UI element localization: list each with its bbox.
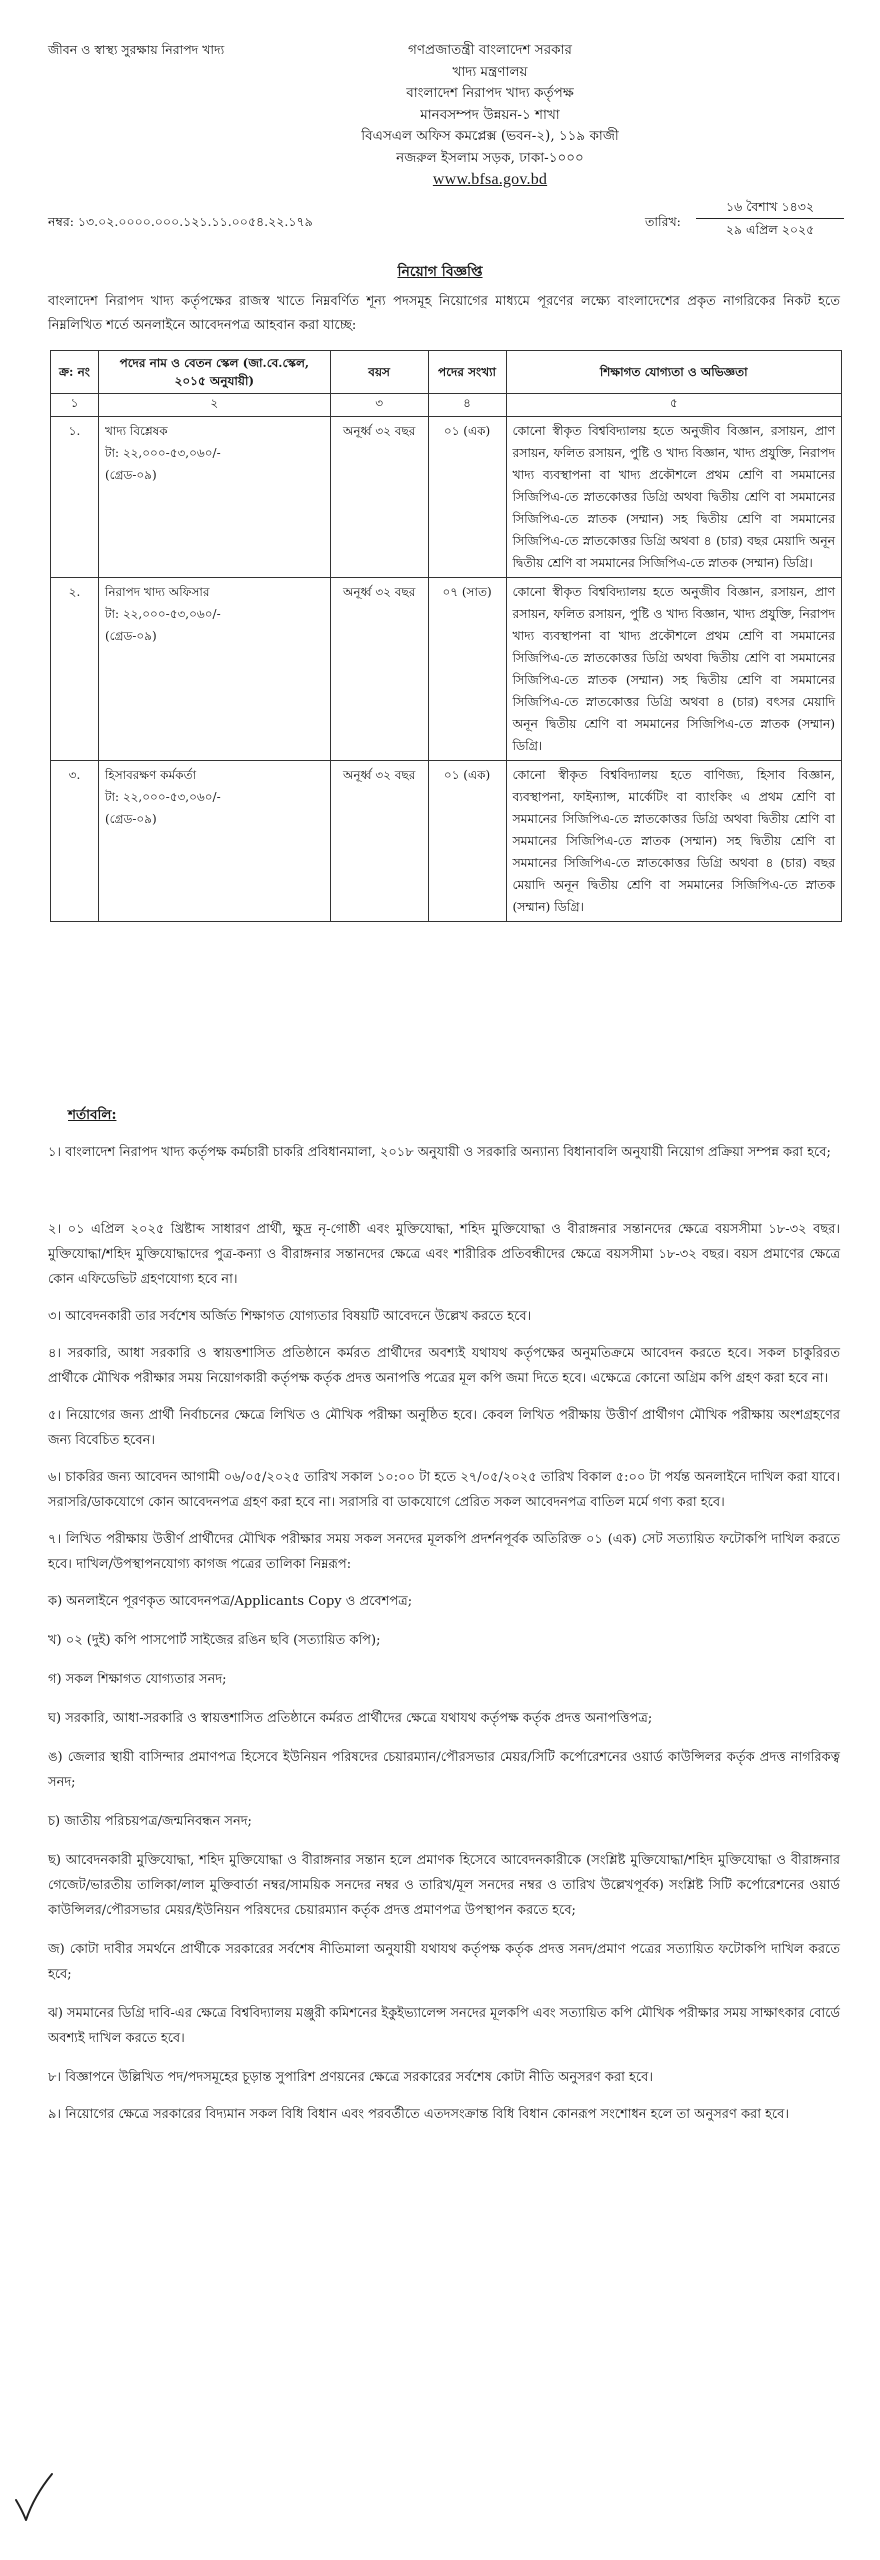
row-post — [98, 578, 330, 761]
row-post — [98, 417, 330, 578]
row-age: অনূর্ধ্ব ৩২ বছর — [330, 578, 428, 761]
row-count: ০৭ (সাত) — [428, 578, 506, 761]
pay-scale: টা: ২২,০০০-৫৩,০৬০/- — [104, 446, 221, 460]
checkmark-icon — [12, 2470, 54, 2524]
header-line: খাদ্য মন্ত্রণালয় — [452, 63, 528, 80]
column-number: ৪ — [428, 394, 506, 417]
condition-item: ৩। আবেদনকারী তার সর্বশেষ অর্জিত শিক্ষাগত যোগ্যতার বিষয়টি আবেদনে উল্লেখ করতে হবে। — [48, 1309, 532, 1324]
column-number: ১ — [51, 394, 99, 417]
row-qualification: কোনো স্বীকৃত বিশ্ববিদ্যালয় হতে অনুজীব বিজ্ঞান, রসায়ন, প্রাণ রসায়ন, ফলিত রসায়ন, পুষ্টি ও খাদ্য বিজ্ঞান, খাদ্য প্রযুক্তি, নিরাপদ খাদ্য ব্যবস্থাপনা বা খাদ্য প্রকৌশলে প্রথম শ্রেণি বা সমমানের সিজিপিএ-তে স্নাতকোত্তর ডিগ্রি অথবা দ্বিতীয় শ্রেণি বা সমমানের সিজিপিএ-তে স্নাতক (সম্মান) সহ দ্বিতীয় শ্রেণি বা সমমানের সিজিপিএ-তে স্নাতকোত্তর ডিগ্রি অথবা ৪ (চার) বছর মেয়াদি অনূন দ্বিতীয় শ্রেণি বা সমমানের সিজিপিএ-তে স্নাতক (সম্মান) ডিগ্রি। — [506, 417, 842, 578]
table-row — [51, 578, 842, 761]
pay-scale: টা: ২২,০০০-৫৩,০৬০/- — [104, 607, 221, 621]
header-line: নজরুল ইসলাম সড়ক, ঢাকা-১০০০ — [396, 149, 584, 166]
notice-title-text: নিয়োগ বিজ্ঞপ্তি — [397, 264, 483, 280]
date-bangla: ১৬ বৈশাখ ১৪৩২ — [696, 196, 844, 219]
row-age: অনূর্ধ্ব ৩২ বছর — [330, 761, 428, 922]
row-count: ০১ (এক) — [428, 417, 506, 578]
post-name: হিসাবরক্ষণ কর্মকর্তা — [104, 768, 197, 782]
document-list-item: ঙ) জেলার স্থায়ী বাসিন্দার প্রমাণপত্র হিসেবে ইউনিয়ন পরিষদের চেয়ারম্যান/পৌরসভার মেয়র/সিটি কর্পোরেশনের ওয়ার্ড কাউন্সিলর কর্তৃক প্রদত্ত নাগরিকত্ব সনদ; — [48, 1750, 840, 1790]
pay-scale: টা: ২২,০০০-৫৩,০৬০/- — [104, 790, 221, 804]
table-header-row — [51, 351, 842, 394]
table-row — [51, 761, 842, 922]
row-post — [98, 761, 330, 922]
condition-item: ৯। নিয়োগের ক্ষেত্রে সরকারের বিদ্যমান সকল বিধি বিধান এবং পরবর্তীতে এতদসংক্রান্ত বিধি বিধান কোনরূপ সংশোধন হলে তা অনুসরণ করা হবে। — [48, 2107, 790, 2122]
document-list-item: চ) জাতীয় পরিচয়পত্র/জন্মনিবন্ধন সনদ; — [48, 1814, 252, 1829]
date-english: ২৯ এপ্রিল ২০২৫ — [725, 222, 815, 237]
date-box — [696, 196, 844, 241]
row-qualification: কোনো স্বীকৃত বিশ্ববিদ্যালয় হতে অনুজীব বিজ্ঞান, রসায়ন, প্রাণ রসায়ন, ফলিত রসায়ন, পুষ্টি ও খাদ্য বিজ্ঞান, খাদ্য প্রযুক্তি, নিরাপদ খাদ্য ব্যবস্থাপনা বা খাদ্য প্রকৌশলে প্রথম শ্রেণি বা সমমানের সিজিপিএ-তে স্নাতকোত্তর ডিগ্রি অথবা দ্বিতীয় শ্রেণি বা সমমানের সিজিপিএ-তে স্নাতক (সম্মান) সহ দ্বিতীয় শ্রেণি বা সমমানের সিজিপিএ-তে স্নাতকোত্তর ডিগ্রি অথবা ৪ (চার) বৎসর মেয়াদি অনূন দ্বিতীয় শ্রেণি বা সমমানের সিজিপিএ-তে স্নাতক (সম্মান) ডিগ্রি। — [506, 578, 842, 761]
condition-item: ১। বাংলাদেশ নিরাপদ খাদ্য কর্তৃপক্ষ কর্মচারী চাকরি প্রবিধানমালা, ২০১৮ অনুযায়ী ও সরকারি অন্যান্য বিধানাবলি অনুযায়ী নিয়োগ প্রক্রিয়া সম্পন্ন করা হবে; — [48, 1145, 831, 1160]
post-name: নিরাপদ খাদ্য অফিসার — [104, 585, 210, 599]
row-qualification: কোনো স্বীকৃত বিশ্ববিদ্যালয় হতে বাণিজ্য, হিসাব বিজ্ঞান, ব্যবস্থাপনা, ফাইন্যান্স, মার্কেটিং বা ব্যাংকিং এ প্রথম শ্রেণি বা সমমানের সিজিপিএ-তে স্নাতকোত্তর ডিগ্রি অথবা দ্বিতীয় শ্রেণি বা সমমানের সিজিপিএ-তে স্নাতক (সম্মান) সহ দ্বিতীয় শ্রেণি বা সমমানের সিজিপিএ-তে স্নাতকোত্তর ডিগ্রি অথবা ৪ (চার) বছর মেয়াদি অনূন দ্বিতীয় শ্রেণি বা সমমানের সিজিপিএ-তে স্নাতক (সম্মান) ডিগ্রি। — [506, 761, 842, 922]
condition-item: ২। ০১ এপ্রিল ২০২৫ খ্রিষ্টাব্দ সাধারণ প্রার্থী, ক্ষুদ্র নৃ-গোষ্ঠী এবং মুক্তিযোদ্ধা, শহিদ মুক্তিযোদ্ধা ও বীরাঙ্গনার সন্তানদের ক্ষেত্রে বয়সসীমা ১৮-৩২ বছর। মুক্তিযোদ্ধা/শহিদ মুক্তিযোদ্ধাদের পুত্র-কন্যা ও বীরাঙ্গনার সন্তানদের ক্ষেত্রে এবং শারীরিক প্রতিবন্ধীদের ক্ষেত্রে বয়সসীমা ১৮-৩২ বছর। বয়স প্রমাণের ক্ষেত্রে কোন এফিডেভিট গ্রহণযোগ্য হবে না। — [48, 1222, 840, 1287]
condition-item: ৫। নিয়োগের জন্য প্রার্থী নির্বাচনের ক্ষেত্রে লিখিত ও মৌখিক পরীক্ষা অনুষ্ঠিত হবে। কেবল লিখিত পরীক্ষায় উত্তীর্ণ প্রার্থীগণ মৌখিক পরীক্ষায় অংশগ্রহণের জন্য বিবেচিত হবেন। — [48, 1408, 840, 1448]
col-header-post: পদের নাম ও বেতন স্কেল (জা.বে.স্কেল, ২০১৫ অনুযায়ী) — [98, 351, 330, 394]
vacancy-table — [50, 350, 842, 922]
document-list-item: জ) কোটা দাবীর সমর্থনে প্রার্থীকে সরকারের সর্বশেষ নীতিমালা অনুযায়ী যথাযথ কর্তৃপক্ষ কর্তৃক প্রদত্ত সনদ/প্রমাণ পত্রের সত্যায়িত ফটোকপি দাখিল করতে হবে; — [48, 1942, 840, 1982]
col-header-count: পদের সংখ্যা — [428, 351, 506, 394]
post-name: খাদ্য বিশ্লেষক — [104, 424, 168, 438]
intro-paragraph: বাংলাদেশ নিরাপদ খাদ্য কর্তৃপক্ষের রাজস্ব খাতে নিম্নবর্ণিত শূন্য পদসমূহ নিয়োগের মাধ্যমে পূরণের লক্ষ্যে বাংলাদেশের প্রকৃত নাগরিকের নিকট হতে নিম্নলিখিত শর্তে অনলাইনে আবেদনপত্র আহবান করা যাচ্ছে: — [48, 294, 840, 333]
col-header-age: বয়স — [330, 351, 428, 394]
header-line: বিএসএল অফিস কমপ্লেক্স (ভবন-২), ১১৯ কাজী — [361, 128, 619, 144]
pay-grade: (গ্রেড-০৯) — [104, 468, 157, 482]
pay-grade: (গ্রেড-০৯) — [104, 629, 157, 643]
conditions-list — [48, 1140, 840, 2139]
conditions-title: শর্তাবলি: — [68, 1107, 117, 1123]
condition-item: ৬। চাকরির জন্য আবেদন আগামী ০৬/০৫/২০২৫ তারিখ সকাল ১০:০০ টা হতে ২৭/০৫/২০২৫ তারিখ বিকাল ৫:০০ টা পর্যন্ত অনলাইনে দাখিল করা যাবে। সরাসরি/ডাকযোগে কোন আবেদনপত্র গ্রহণ করা হবে না। সরাসরি বা ডাকযোগে প্রেরিত সকল আবেদনপত্র বাতিল মর্মে গণ্য করা হবে। — [48, 1470, 840, 1510]
condition-item: ৮। বিজ্ঞাপনে উল্লিখিত পদ/পদসমূহের চূড়ান্ত সুপারিশ প্রণয়নের ক্ষেত্রে সরকারের সর্বশেষ কোটা নীতি অনুসরণ করা হবে। — [48, 2070, 653, 2085]
row-serial: ২. — [51, 578, 99, 761]
column-number: ৩ — [330, 394, 428, 417]
date-label: তারিখ: — [645, 214, 681, 229]
column-number-row — [51, 394, 842, 417]
header-line: মানবসম্পদ উন্নয়ন-১ শাখা — [420, 106, 560, 123]
table-row — [51, 417, 842, 578]
row-count: ০১ (এক) — [428, 761, 506, 922]
pay-grade: (গ্রেড-০৯) — [104, 812, 157, 826]
slogan-text: জীবন ও স্বাস্থ্য সুরক্ষায় নিরাপদ খাদ্য — [48, 42, 225, 57]
website-link[interactable]: www.bfsa.gov.bd — [432, 171, 548, 188]
document-list-item: ঘ) সরকারি, আধা-সরকারি ও স্বায়ত্তশাসিত প্রতিষ্ঠানে কর্মরত প্রার্থীদের ক্ষেত্রে যথাযথ কর্তৃপক্ষ কর্তৃক প্রদত্ত অনাপত্তিপত্র; — [48, 1711, 653, 1726]
row-serial: ১. — [51, 417, 99, 578]
memo-number: নম্বর: ১৩.০২.০০০০.০০০.১২১.১১.০০৫৪.২২.১৭৯ — [48, 214, 313, 229]
column-number: ২ — [98, 394, 330, 417]
header-line: গণপ্রজাতন্ত্রী বাংলাদেশ সরকার — [408, 42, 572, 58]
condition-item: ৪। সরকারি, আধা সরকারি ও স্বায়ত্তশাসিত প্রতিষ্ঠানে কর্মরত প্রার্থীদের অবশ্যই যথাযথ কর্তৃপক্ষের অনুমতিক্রমে আবেদন করতে হবে। সকল চাকুরিরত প্রার্থীকে মৌখিক পরীক্ষার সময় নিয়োগকারী কর্তৃপক্ষ কর্তৃক প্রদত্ত অনাপত্তি পত্রের মূল কপি জমা দিতে হবে। এক্ষেত্রে কোনো অগ্রিম কপি গ্রহণ করা হবে না। — [48, 1346, 840, 1386]
document-list-item: খ) ০২ (দুই) কপি পাসপোর্ট সাইজের রঙিন ছবি (সত্যায়িত কপি); — [48, 1633, 381, 1648]
column-number: ৫ — [506, 394, 842, 417]
document-list-item: গ) সকল শিক্ষাগত যোগ্যতার সনদ; — [48, 1672, 227, 1687]
document-list-item: ছ) আবেদনকারী মুক্তিযোদ্ধা, শহিদ মুক্তিযোদ্ধা ও বীরাঙ্গনার সন্তান হলে প্রমাণক হিসেবে আবেদনকারীকে (সংশ্লিষ্ট মুক্তিযোদ্ধা/শহিদ মুক্তিযোদ্ধা ও বীরাঙ্গনার গেজেট/ভারতীয় তালিকা/লাল মুক্তিবার্তা নম্বর/সাময়িক সনদের নম্বর ও তারিখ/মূল সনদের নম্বর ও তারিখ উল্লেখপূর্বক) সংশ্লিষ্ট সিটি কর্পোরেশনের ওয়ার্ড কাউন্সিলর/পৌরসভার মেয়র/ইউনিয়ন পরিষদের চেয়ারম্যান কর্তৃক প্রদত্ত প্রমাণপত্র উপস্থাপন করতে হবে; — [48, 1853, 840, 1918]
col-header-qualification: শিক্ষাগত যোগ্যতা ও অভিজ্ঞতা — [506, 351, 842, 394]
row-age: অনূর্ধ্ব ৩২ বছর — [330, 417, 428, 578]
document-list-item: ঝ) সমমানের ডিগ্রি দাবি-এর ক্ষেত্রে বিশ্ববিদ্যালয় মঞ্জুরী কমিশনের ইকুইভ্যালেন্স সনদের মূলকপি এবং সত্যায়িত কপি মৌখিক পরীক্ষার সময় সাক্ষাৎকার বোর্ডে অবশ্যই দাখিল করতে হবে। — [48, 2006, 840, 2046]
notice-title — [0, 260, 880, 284]
row-serial: ৩. — [51, 761, 99, 922]
condition-item: ৭। লিখিত পরীক্ষায় উত্তীর্ণ প্রার্থীদের মৌখিক পরীক্ষার সময় সকল সনদের মূলকপি প্রদর্শনপূর্বক অতিরিক্ত ০১ (এক) সেট সত্যায়িত ফটোকপি দাখিল করতে হবে। দাখিল/উপস্থাপনযোগ্য কাগজ পত্রের তালিকা নিম্নরূপ: — [48, 1532, 840, 1572]
office-header — [295, 40, 685, 191]
header-line: বাংলাদেশ নিরাপদ খাদ্য কর্তৃপক্ষ — [406, 85, 574, 101]
col-header-serial: ক্র: নং — [51, 351, 99, 394]
document-list-item: ক) অনলাইনে পূরণকৃত আবেদনপত্র/Applicants Copy ও প্রবেশপত্র; — [48, 1594, 413, 1609]
